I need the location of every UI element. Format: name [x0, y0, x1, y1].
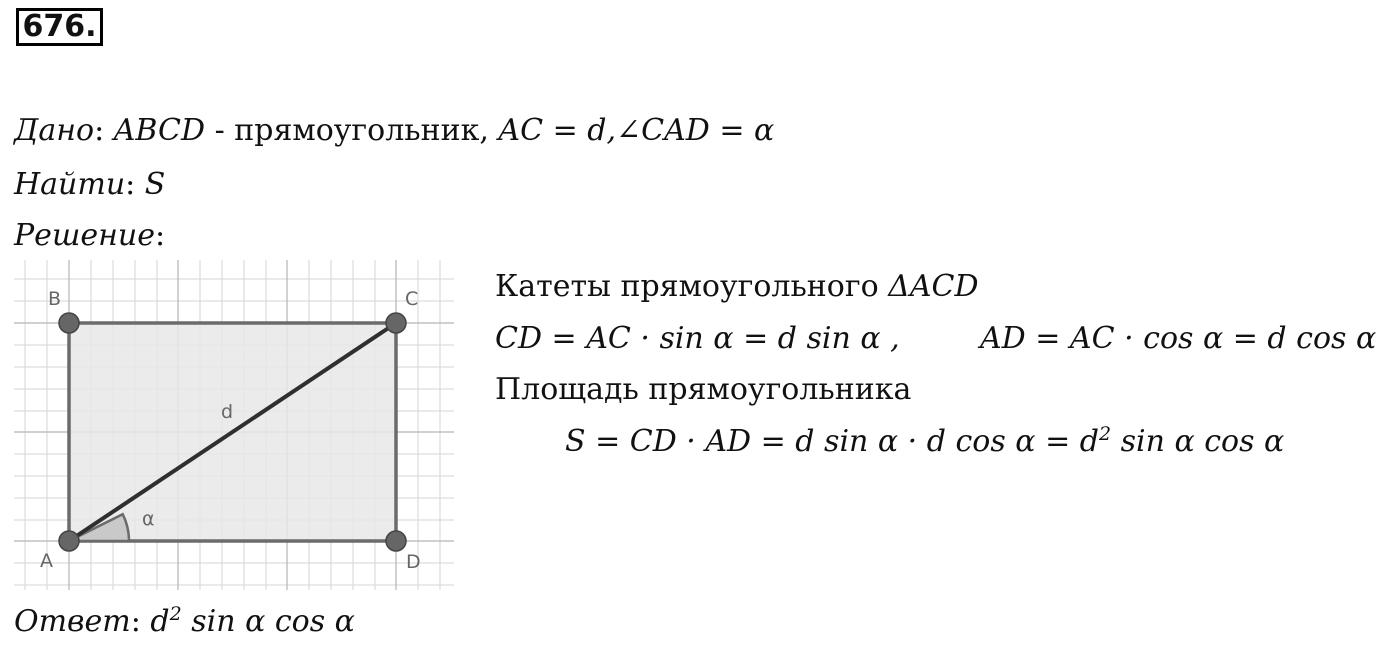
find-label: Найти: [14, 167, 126, 202]
rectangle-figure: [14, 260, 458, 592]
point-c: [386, 313, 406, 333]
solution-label: Решение: [14, 218, 155, 253]
given-line: Дано: ABCD - прямоугольник, AC = d,∠CAD = α: [14, 113, 775, 148]
point-b: [59, 313, 79, 333]
given-conditions: AC = d,∠CAD = α: [498, 113, 775, 148]
find-line: Найти: S: [14, 167, 166, 202]
solution-line: Решение:: [14, 218, 166, 253]
given-figure-name: ABCD: [113, 113, 206, 148]
answer-line: Ответ: $d^2$ sin α cos α: [14, 603, 355, 639]
legs-heading: Катеты прямоугольного ΔACD: [495, 269, 979, 304]
given-label: Дано: [14, 113, 95, 148]
label-d: D: [406, 551, 421, 573]
answer-label: Ответ: [14, 604, 131, 639]
given-description: - прямоугольник,: [205, 113, 499, 148]
ad-formula: AD = AC · cos α = d cos α: [980, 321, 1377, 356]
point-d: [386, 531, 406, 551]
label-c: C: [405, 288, 419, 310]
answer-value: $d^2$ sin α cos α: [150, 603, 355, 639]
triangle-name: ΔACD: [888, 269, 979, 304]
angle-label: α: [142, 508, 155, 530]
diagonal-label: d: [221, 401, 234, 423]
area-formula: S = CD · AD = d sin α · d $\cos \alpha = d^2$ sin α cos α: [565, 423, 1285, 459]
problem-number: 676.: [16, 8, 103, 46]
label-a: A: [40, 550, 53, 572]
label-b: B: [48, 288, 62, 310]
cd-formula: CD = AC · sin α = d sin α ,: [495, 321, 900, 356]
point-a: [59, 531, 79, 551]
find-value: S: [144, 167, 166, 202]
area-heading: Площадь прямоугольника: [495, 372, 912, 407]
